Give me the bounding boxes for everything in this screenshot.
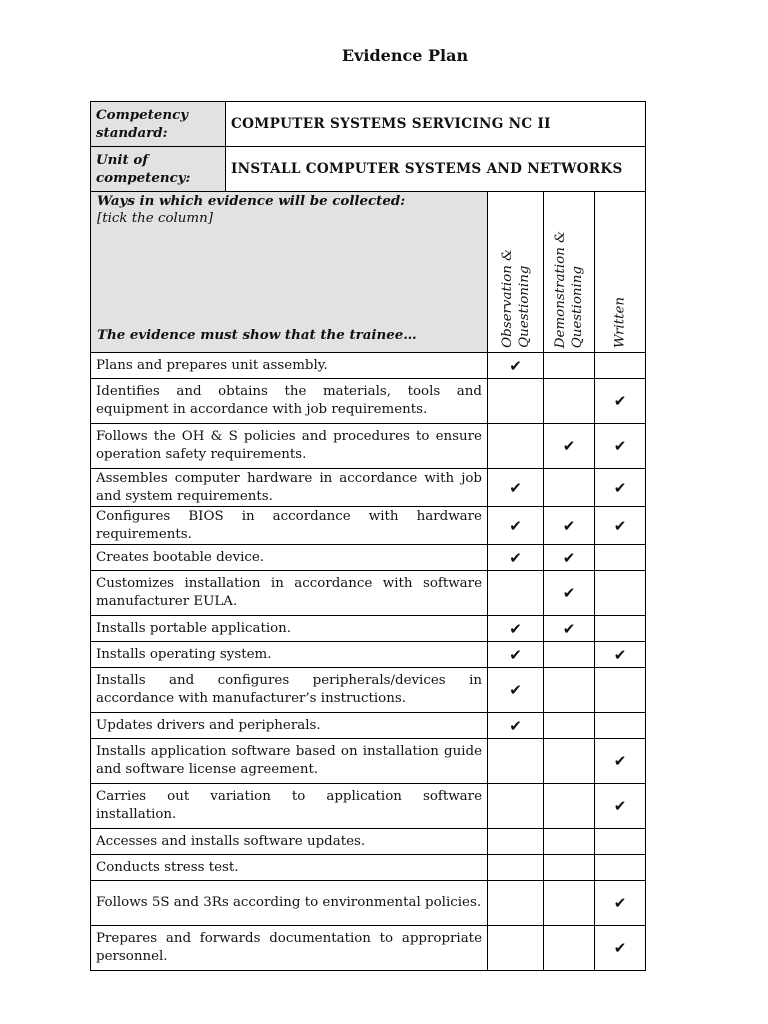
check-icon: ✔ xyxy=(509,681,522,699)
mark-cell xyxy=(544,784,595,829)
criterion-text: Identifies and obtains the materials, tools and equipment in accordance with job requirements. xyxy=(91,379,488,424)
check-icon: ✔ xyxy=(613,437,627,455)
criterion-row xyxy=(91,571,646,616)
check-icon: ✔ xyxy=(613,894,627,912)
criterion-row xyxy=(91,881,646,926)
unit-of-competency-row xyxy=(91,147,646,192)
check-icon: ✔ xyxy=(509,619,522,638)
mark-cell xyxy=(488,881,544,926)
mark-cell xyxy=(488,668,544,713)
check-icon: ✔ xyxy=(613,752,627,770)
unit-of-competency-label: Unit of competency: xyxy=(91,147,226,192)
criterion-row xyxy=(91,469,646,507)
criterion-row xyxy=(91,353,646,379)
mark-cell xyxy=(488,829,544,855)
check-icon: ✔ xyxy=(562,548,576,567)
ways-footer: The evidence must show that the trainee… xyxy=(97,327,417,343)
check-icon: ✔ xyxy=(613,392,627,410)
mark-cell xyxy=(595,739,646,784)
criterion-row xyxy=(91,739,646,784)
mark-cell xyxy=(488,616,544,642)
check-icon: ✔ xyxy=(509,548,522,567)
ways-title: Ways in which evidence will be collected: xyxy=(97,193,406,209)
mark-cell xyxy=(595,829,646,855)
mark-cell xyxy=(595,571,646,616)
mark-cell xyxy=(488,784,544,829)
criterion-text: Prepares and forwards documentation to appropriate personnel. xyxy=(91,926,488,971)
criterion-text: Carries out variation to application software installation. xyxy=(91,784,488,829)
criterion-text: Updates drivers and peripherals. xyxy=(91,713,488,739)
check-icon: ✔ xyxy=(509,356,522,375)
mark-cell xyxy=(488,855,544,881)
check-icon: ✔ xyxy=(562,516,576,535)
check-icon: ✔ xyxy=(613,478,627,497)
method-header-written xyxy=(595,192,646,353)
mark-cell xyxy=(488,507,544,545)
criterion-row xyxy=(91,829,646,855)
mark-cell xyxy=(544,668,595,713)
check-icon: ✔ xyxy=(509,716,522,735)
criterion-text: Installs and configures peripherals/devices in accordance with manufacturer’s instructions. xyxy=(91,668,488,713)
check-icon: ✔ xyxy=(509,478,522,497)
mark-cell xyxy=(595,469,646,507)
check-icon: ✔ xyxy=(613,516,627,535)
page-title: Evidence Plan xyxy=(341,46,469,65)
mark-cell xyxy=(544,881,595,926)
mark-cell xyxy=(488,545,544,571)
mark-cell xyxy=(544,379,595,424)
criterion-row xyxy=(91,926,646,971)
mark-cell xyxy=(595,616,646,642)
mark-cell xyxy=(488,353,544,379)
mark-cell xyxy=(488,379,544,424)
mark-cell xyxy=(488,571,544,616)
mark-cell xyxy=(544,713,595,739)
mark-cell xyxy=(544,507,595,545)
competency-standard-value: COMPUTER SYSTEMS SERVICING NC II xyxy=(226,102,646,147)
criterion-row xyxy=(91,379,646,424)
criterion-row xyxy=(91,855,646,881)
criterion-row xyxy=(91,545,646,571)
method-header-row xyxy=(91,192,646,353)
mark-cell xyxy=(544,616,595,642)
mark-cell xyxy=(544,855,595,881)
mark-cell xyxy=(595,379,646,424)
mark-cell xyxy=(544,353,595,379)
method-header-demonstration xyxy=(544,192,595,353)
mark-cell xyxy=(488,713,544,739)
criterion-text: Installs application software based on installation guide and software license agreement. xyxy=(91,739,488,784)
mark-cell xyxy=(595,353,646,379)
criterion-text: Creates bootable device. xyxy=(91,545,488,571)
mark-cell xyxy=(544,571,595,616)
check-icon: ✔ xyxy=(562,619,576,638)
criterion-text: Follows the OH & S policies and procedures to ensure operation safety requirements. xyxy=(91,424,488,469)
evidence-plan-table xyxy=(90,101,646,971)
check-icon: ✔ xyxy=(562,584,576,602)
ways-subtitle: [tick the column] xyxy=(97,211,213,226)
method-header-observation xyxy=(488,192,544,353)
criterion-row xyxy=(91,642,646,668)
check-icon: ✔ xyxy=(613,939,627,957)
criterion-text: Assembles computer hardware in accordance with job and system requirements. xyxy=(91,469,488,507)
check-icon: ✔ xyxy=(562,437,576,455)
check-icon: ✔ xyxy=(613,645,627,664)
check-icon: ✔ xyxy=(613,797,627,815)
competency-standard-label: Competency standard: xyxy=(91,102,226,147)
mark-cell xyxy=(544,424,595,469)
criterion-row xyxy=(91,784,646,829)
mark-cell xyxy=(544,739,595,784)
criterion-text: Accesses and installs software updates. xyxy=(91,829,488,855)
mark-cell xyxy=(595,713,646,739)
criterion-text: Customizes installation in accordance with software manufacturer EULA. xyxy=(91,571,488,616)
mark-cell xyxy=(488,926,544,971)
criterion-row xyxy=(91,713,646,739)
criterion-text: Installs operating system. xyxy=(91,642,488,668)
mark-cell xyxy=(544,829,595,855)
mark-cell xyxy=(595,668,646,713)
mark-cell xyxy=(595,545,646,571)
mark-cell xyxy=(488,469,544,507)
check-icon: ✔ xyxy=(509,516,522,535)
criterion-row xyxy=(91,668,646,713)
mark-cell xyxy=(544,642,595,668)
method-label-written: Written xyxy=(612,296,628,348)
evidence-ways-cell xyxy=(91,192,488,353)
mark-cell xyxy=(595,855,646,881)
mark-cell xyxy=(488,739,544,784)
criterion-text: Conducts stress test. xyxy=(91,855,488,881)
unit-of-competency-value: INSTALL COMPUTER SYSTEMS AND NETWORKS xyxy=(226,147,646,192)
mark-cell xyxy=(544,545,595,571)
mark-cell xyxy=(488,642,544,668)
mark-cell xyxy=(544,469,595,507)
method-label-observation: Observation & Questioning xyxy=(499,249,532,348)
criterion-row xyxy=(91,424,646,469)
mark-cell xyxy=(595,926,646,971)
competency-standard-row xyxy=(91,102,646,147)
method-label-demonstration: Demonstration & Questioning xyxy=(553,230,585,348)
criterion-text: Configures BIOS in accordance with hardware requirements. xyxy=(91,507,488,545)
mark-cell xyxy=(595,507,646,545)
mark-cell xyxy=(595,881,646,926)
criterion-text: Installs portable application. xyxy=(91,616,488,642)
mark-cell xyxy=(488,424,544,469)
mark-cell xyxy=(595,784,646,829)
criterion-row xyxy=(91,507,646,545)
mark-cell xyxy=(544,926,595,971)
check-icon: ✔ xyxy=(509,645,522,664)
criterion-row xyxy=(91,616,646,642)
criterion-text: Plans and prepares unit assembly. xyxy=(91,353,488,379)
mark-cell xyxy=(595,424,646,469)
mark-cell xyxy=(595,642,646,668)
criterion-text: Follows 5S and 3Rs according to environmental policies. xyxy=(91,881,488,926)
